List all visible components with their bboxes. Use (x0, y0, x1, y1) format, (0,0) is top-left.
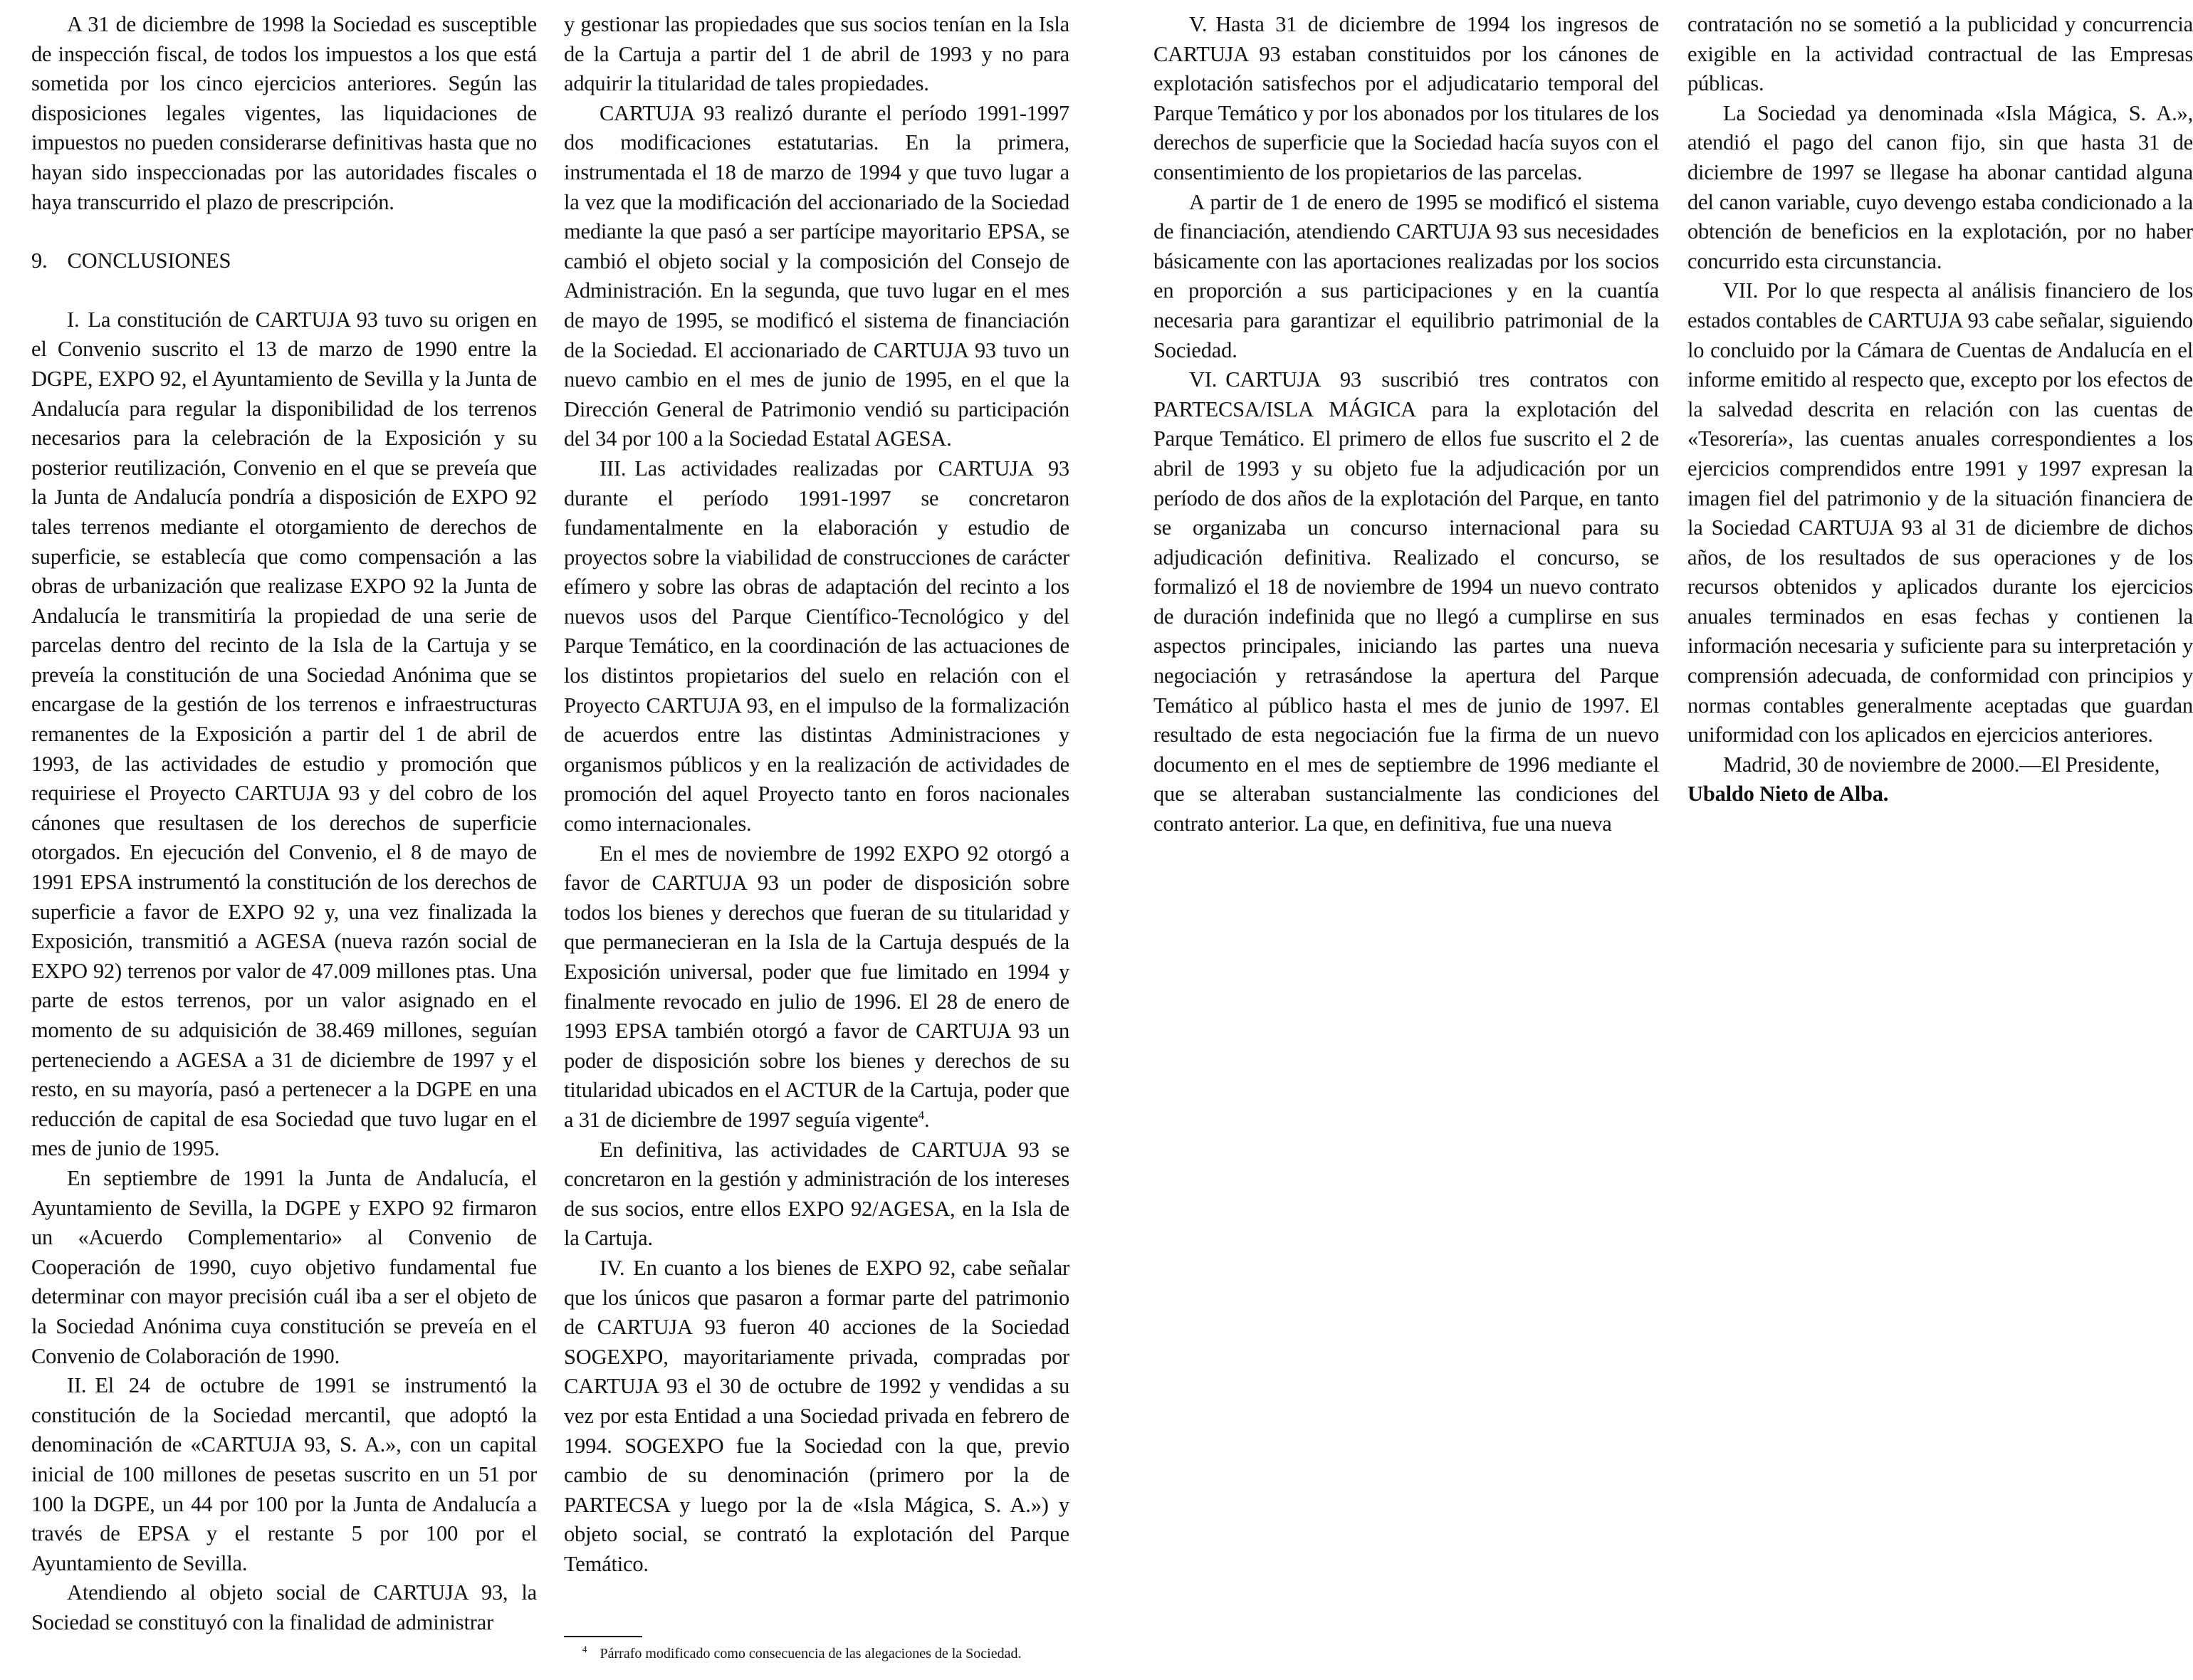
paragraph-text: CARTUJA 93 suscribió tres contratos con PARTECSA/ISLA MÁGICA para la explotación del Parque Temático. El primero de ellos fue suscrito el 2 de abril de 1993 y su objeto fue la adjudicación por un período de dos años de la explotación del Parque, en tanto se organizaba un concurso internacional para su adjudicación definitiva. Realizado el concurso, se formalizó el 18 de noviembre de 1994 un nuevo contrato de duración indefinida que no llegó a cumplirse en sus aspectos principales, iniciando las partes una nueva negociación y retrasándose la apertura del Parque Temático al público hasta el mes de junio de 1997. El resultado de esta negociación fue la firma de un nuevo documento en el mes de septiembre de 1996 mediante el que se alteraban sustancialmente las condiciones del contrato anterior. La que, en definitiva, fue una nueva (1153, 367, 1659, 836)
roman-numeral: VII. (1723, 278, 1759, 303)
footnote-divider (564, 1636, 642, 1637)
roman-numeral: II. (67, 1373, 87, 1398)
roman-numeral: VI. (1189, 367, 1218, 392)
signature-place-date: Madrid, 30 de noviembre de 2000.—El Presidente, (1723, 752, 2160, 777)
paragraph-acuerdo-complementario: En septiembre de 1991 la Junta de Andalucía, el Ayuntamiento de Sevilla, la DGPE y EXPO 92 firmaron un «Acuerdo Complementario» al Convenio de Cooperación de 1990, cuyo objetivo fundamental fue determinar con mayor precisión cuál iba a ser el objeto de la Sociedad Anónima cuya constitución se preveía en el Convenio de Colaboración de 1990. (31, 1165, 537, 1368)
paragraph-continuation: y gestionar las propiedades que sus socios tenían en la Isla de la Cartuja a partir del 1 de abril de 1993 y no para adquirir la titularidad de tales propiedades. (564, 12, 1069, 96)
paragraph-conclusion-II (31, 1371, 537, 1578)
section-heading (31, 246, 537, 276)
paragraph-modificaciones-estatutarias: CARTUJA 93 realizó durante el período 1991-1997 dos modificaciones estatutarias. En la primera, instrumentada el 18 de marzo de 1994 y que tuvo lugar a la vez que la modificación del accionariado de la Sociedad mediante la que pasó a ser partícipe mayoritario EPSA, se cambió el objeto social y la composición del Consejo de Administración. En la segunda, que tuvo lugar en el mes de mayo de 1995, se modificó el sistema de financiación de la Sociedad. El accionariado de CARTUJA 93 tuvo un nuevo cambio en el mes de junio de 1995, en el que la Dirección General de Patrimonio vendió su participación del 34 por 100 a la Sociedad Estatal AGESA. (564, 100, 1069, 451)
text-column-3 (1153, 10, 1659, 839)
paragraph-text: Hasta 31 de diciembre de 1994 los ingresos de CARTUJA 93 estaban constituidos por los cánones de explotación satisfechos por el adjudicatario temporal del Parque Temático y por los abonados por los titulares de los derechos de superficie que la Sociedad hacía suyos con el consentimiento de los propietarios de las parcelas. (1153, 12, 1659, 184)
paragraph-conclusion-V (1153, 10, 1659, 188)
section-title: CONCLUSIONES (67, 248, 231, 273)
roman-numeral: III. (600, 456, 627, 481)
roman-numeral: V. (1189, 12, 1208, 36)
paragraph-text: Por lo que respecta al análisis financiero de los estados contables de CARTUJA 93 cabe señalar, siguiendo lo concluido por la Cámara de Cuentas de Andalucía en el informe emitido al respecto que, excepto por los efectos de la salvedad descrita en relación con las cuentas de «Tesorería», las cuentas anuales correspondientes a los ejercicios comprendidos entre 1991 y 1997 expresan la imagen fiel del patrimonio y de la situación financiera de la Sociedad CARTUJA 93 al 31 de diciembre de dichos años, de los resultados de sus operaciones y de los recursos obtenidos y aplicados durante los ejercicios anuales terminados en esas fechas y contienen la información necesaria y suficiente para su interpretación y comprensión adecuada, de conformidad con principios y normas contables generalmente aceptadas que guardan uniformidad con los aplicados en ejercicios anteriores. (1687, 278, 2193, 747)
paragraph-text: Las actividades realizadas por CARTUJA 93 durante el período 1991-1997 se concretaron fundamentalmente en la elaboración y estudio de proyectos sobre la viabilidad de construcciones de carácter efímero y sobre las obras de adaptación del recinto a los nuevos usos del Parque Científico-Tecnológico y del Parque Temático, en la coordinación de las actuaciones de los distintos propietarios del suelo en relación con el Proyecto CARTUJA 93, en el impulso de la formalización de acuerdos entre las distintas Administraciones y organismos públicos y en la realización de actividades de promoción del aquel Proyecto tanto en foros nacionales como internacionales. (564, 456, 1069, 836)
footnote-text: Párrafo modificado como consecuencia de las alegaciones de la Sociedad. (600, 1646, 1022, 1661)
paragraph-sistema-financiacion: A partir de 1 de enero de 1995 se modificó el sistema de financiación, atendiendo CARTUJA 93 sus necesidades básicamente con las aportaciones realizadas por los socios en proporción a sus participaciones y en la cuantía necesaria para garantizar el equilibrio patrimonial de la Sociedad. (1153, 189, 1659, 362)
footnote-reference[interactable]: 4 (918, 1108, 924, 1122)
paragraph-en-definitiva: En definitiva, las actividades de CARTUJA 93 se concretaron en la gestión y administración de los intereses de sus socios, entre ellos EXPO 92/AGESA, en la Isla de la Cartuja. (564, 1137, 1069, 1251)
signer-name: Ubaldo Nieto de Alba. (1687, 782, 1889, 807)
paragraph-text: La constitución de CARTUJA 93 tuvo su origen en el Convenio suscrito el 13 de marzo de 1990 entre la DGPE, EXPO 92, el Ayuntamiento de Sevilla y la Junta de Andalucía para regular la disponibilidad de los terrenos necesarios para la celebración de la Exposición y su posterior reutilización, Convenio en el que se preveía que la Junta de Andalucía pondría a disposición de EXPO 92 tales terrenos mediante el otorgamiento de derechos de superficie, se establecía que como compensación a las obras de urbanización que realizase EXPO 92 la Junta de Andalucía le transmitiría la propiedad de una serie de parcelas dentro del recinto de la Isla de la Cartuja y se preveía la constitución de una Sociedad Anónima que se encargase de la gestión de los terrenos e infraestructuras remanentes de la Exposición a partir del 1 de abril de 1993, de las actividades de estudio y promoción que requiriese el Proyecto CARTUJA 93 y del cobro de los cánones que resultasen de los derechos de superficie otorgados. En ejecución del Convenio, el 8 de mayo de 1991 EPSA instrumentó la constitución de los derechos de superficie a favor de EXPO 92 y, una vez finalizada la Exposición, transmitió a AGESA (nueva razón social de EXPO 92) terrenos por valor de 47.009 millones ptas. Una parte de estos terrenos, por un valor asignado en el momento de su adquisición de 38.469 millones, seguían perteneciendo a AGESA a 31 de diciembre de 1997 y el resto, en su mayoría, pasó a pertenecer a la DGPE en una reducción de capital de esa Sociedad que tuvo lugar en el mes de junio de 1995. (31, 307, 537, 1161)
signature-block (1687, 750, 2193, 809)
paragraph-conclusion-VII (1687, 276, 2193, 750)
paragraph-isla-magica: La Sociedad ya denominada «Isla Mágica, S. A.», atendió el pago del canon fijo, sin que hasta 31 de diciembre de 1997 se llegase ha abonar cantidad alguna del canon variable, cuyo devengo estaba condicionado a la obtención de beneficios en la explotación, por no haber concurrido esta circunstancia. (1687, 100, 2193, 273)
paragraph-text: El 24 de octubre de 1991 se instrumentó la constitución de la Sociedad mercantil, que adoptó la denominación de «CARTUJA 93, S. A.», con un capital inicial de 100 millones de pesetas suscrito en un 51 por 100 la DGPE, un 44 por 100 por la Junta de Andalucía a través de EPSA y el restante 5 por 100 por el Ayuntamiento de Sevilla. (31, 1373, 537, 1575)
text-column-4 (1687, 10, 2193, 809)
paragraph-tax-inspection: A 31 de diciembre de 1998 la Sociedad es susceptible de inspección fiscal, de todos los impuestos a los que está sometida por los cinco ejercicios anteriores. Según las disposiciones legales vigentes, las liquidaciones de impuestos no pueden considerarse definitivas hasta que no hayan sido inspeccionadas por las autoridades fiscales o haya transcurrido el plazo de prescripción. (31, 12, 537, 214)
text-column-1 (31, 10, 537, 1637)
text-column-2 (564, 10, 1069, 1579)
paragraph-text: En cuanto a los bienes de EXPO 92, cabe señalar que los únicos que pasaron a formar parte del patrimonio de CARTUJA 93 fueron 40 acciones de la Sociedad SOGEXPO, mayoritariamente privada, compradas por CARTUJA 93 el 30 de octubre de 1992 y vendidas a su vez por esta Entidad a una Sociedad privada en febrero de 1994. SOGEXPO fue la Sociedad con la que, previo cambio de su denominación (primero por la de PARTECSA y luego por la de «Isla Mágica, S. A.») y objeto social, se contrató la explotación del Parque Temático. (564, 1255, 1069, 1576)
section-number: 9. (31, 248, 48, 273)
sentence-end: . (923, 1107, 930, 1132)
paragraph-conclusion-III (564, 454, 1069, 839)
paragraph-conclusion-VI (1153, 365, 1659, 839)
paragraph-text: En el mes de noviembre de 1992 EXPO 92 otorgó a favor de CARTUJA 93 un poder de disposición sobre todos los bienes y derechos que fueran de su titularidad y que permanecieran en la Isla de la Cartuja después de la Exposición universal, poder que fue limitado en 1994 y finalmente revocado en julio de 1996. El 28 de enero de 1993 EPSA también otorgó a favor de CARTUJA 93 un poder de disposición sobre los bienes y derechos de su titularidad ubicados en el ACTUR de la Cartuja, poder que a 31 de diciembre de 1997 seguía vigente (564, 841, 1069, 1132)
paragraph-conclusion-I (31, 305, 537, 1164)
footnote-number: 4 (582, 1644, 587, 1655)
paragraph-conclusion-IV (564, 1254, 1069, 1580)
paragraph-poder-disposicion (564, 839, 1069, 1135)
roman-numeral: I. (67, 307, 80, 332)
paragraph-continuation: contratación no se sometió a la publicidad y concurrencia exigible en la actividad contractual de las Empresas públicas. (1687, 12, 2193, 96)
roman-numeral: IV. (600, 1255, 625, 1280)
footnote (582, 1644, 1081, 1663)
paragraph-objeto-social: Atendiendo al objeto social de CARTUJA 93, la Sociedad se constituyó con la finalidad de administrar (31, 1580, 537, 1634)
